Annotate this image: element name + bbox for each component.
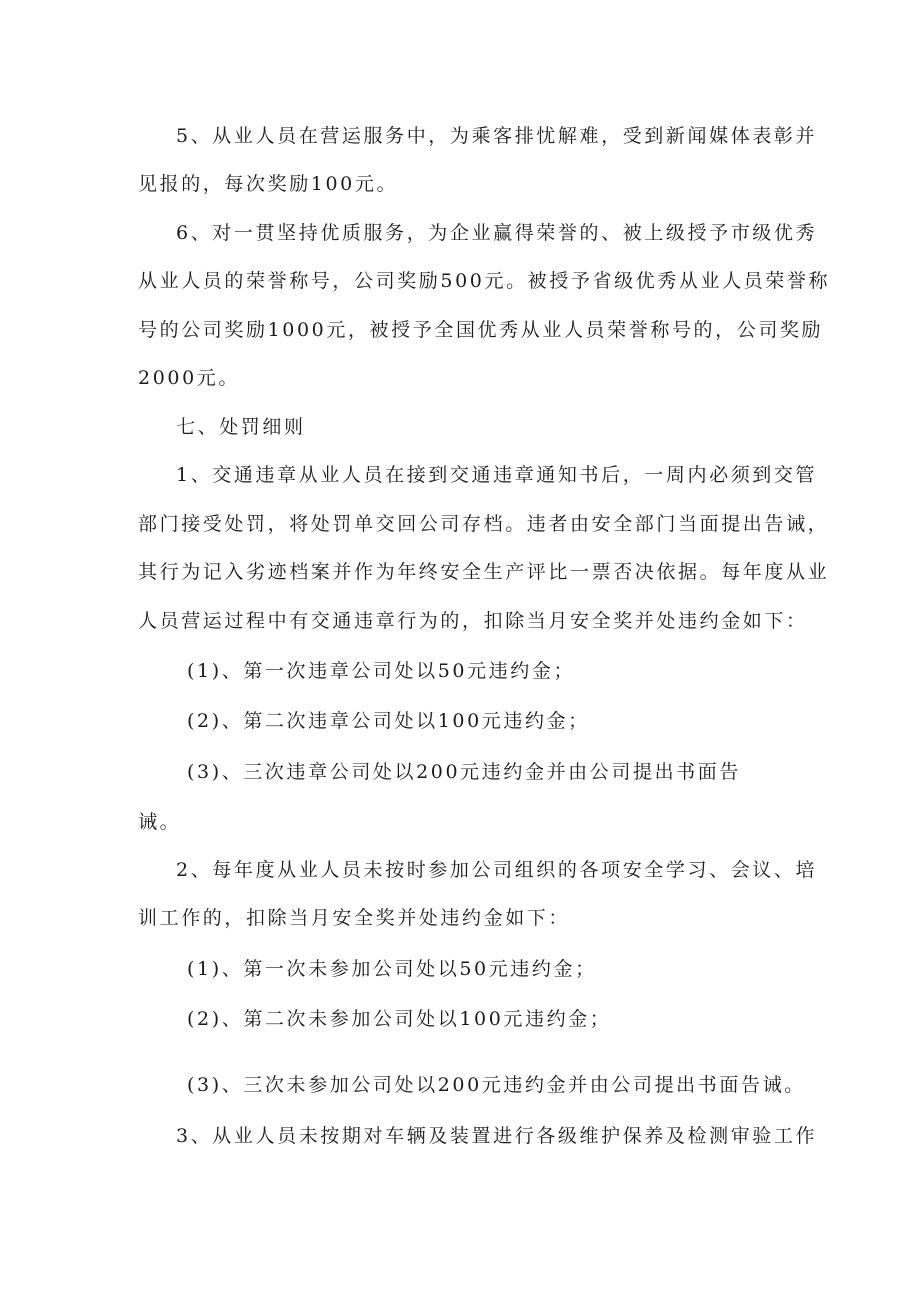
text-line: 诫。 — [138, 811, 182, 833]
text-line: 部门接受处罚，将处罚单交回公司存档。违者由安全部门当面提出告诫， — [138, 513, 830, 535]
text-line: 其行为记入劣迹档案并作为年终安全生产评比一票否决依据。每年度从业 — [138, 561, 830, 583]
text-line: 训工作的，扣除当月安全奖并处违约金如下： — [138, 907, 571, 929]
list-item: (3)、三次违章公司处以200元违约金并由公司提出书面告 — [187, 761, 741, 783]
list-item: (2)、第二次未参加公司处以100元违约金； — [187, 1008, 612, 1030]
text-line: 从业人员的荣誉称号，公司奖励500元。被授予省级优秀从业人员荣誉称 — [138, 270, 831, 292]
section-heading: 七、处罚细则 — [176, 416, 306, 438]
list-item: (1)、第一次未参加公司处以50元违约金； — [187, 958, 597, 980]
text-line: 人员营运过程中有交通违章行为的，扣除当月安全奖并处违约金如下： — [138, 610, 808, 632]
text-line: 6、对一贯坚持优质服务，为企业赢得荣誉的、被上级授予市级优秀 — [176, 222, 818, 244]
list-item: (1)、第一次违章公司处以50元违约金； — [187, 660, 576, 682]
text-line: 号的公司奖励1000元，被授予全国优秀从业人员荣誉称号的，公司奖励 — [138, 319, 824, 341]
text-line: 2000元。 — [138, 367, 240, 389]
list-item: (2)、第二次违章公司处以100元违约金； — [187, 710, 590, 732]
text-line: 2、每年度从业人员未按时参加公司组织的各项安全学习、会议、培 — [176, 859, 818, 881]
text-line: 3、从业人员未按期对车辆及装置进行各级维护保养及检测审验工作 — [176, 1125, 818, 1147]
text-line: 见报的，每次奖励100元。 — [138, 173, 399, 195]
text-line: 1、交通违章从业人员在接到交通违章通知书后，一周内必须到交管 — [176, 464, 818, 486]
text-line: 5、从业人员在营运服务中，为乘客排忧解难，受到新闻媒体表彰并 — [176, 125, 818, 147]
list-item: (3)、三次未参加公司处以200元违约金并由公司提出书面告诫。 — [187, 1074, 806, 1096]
